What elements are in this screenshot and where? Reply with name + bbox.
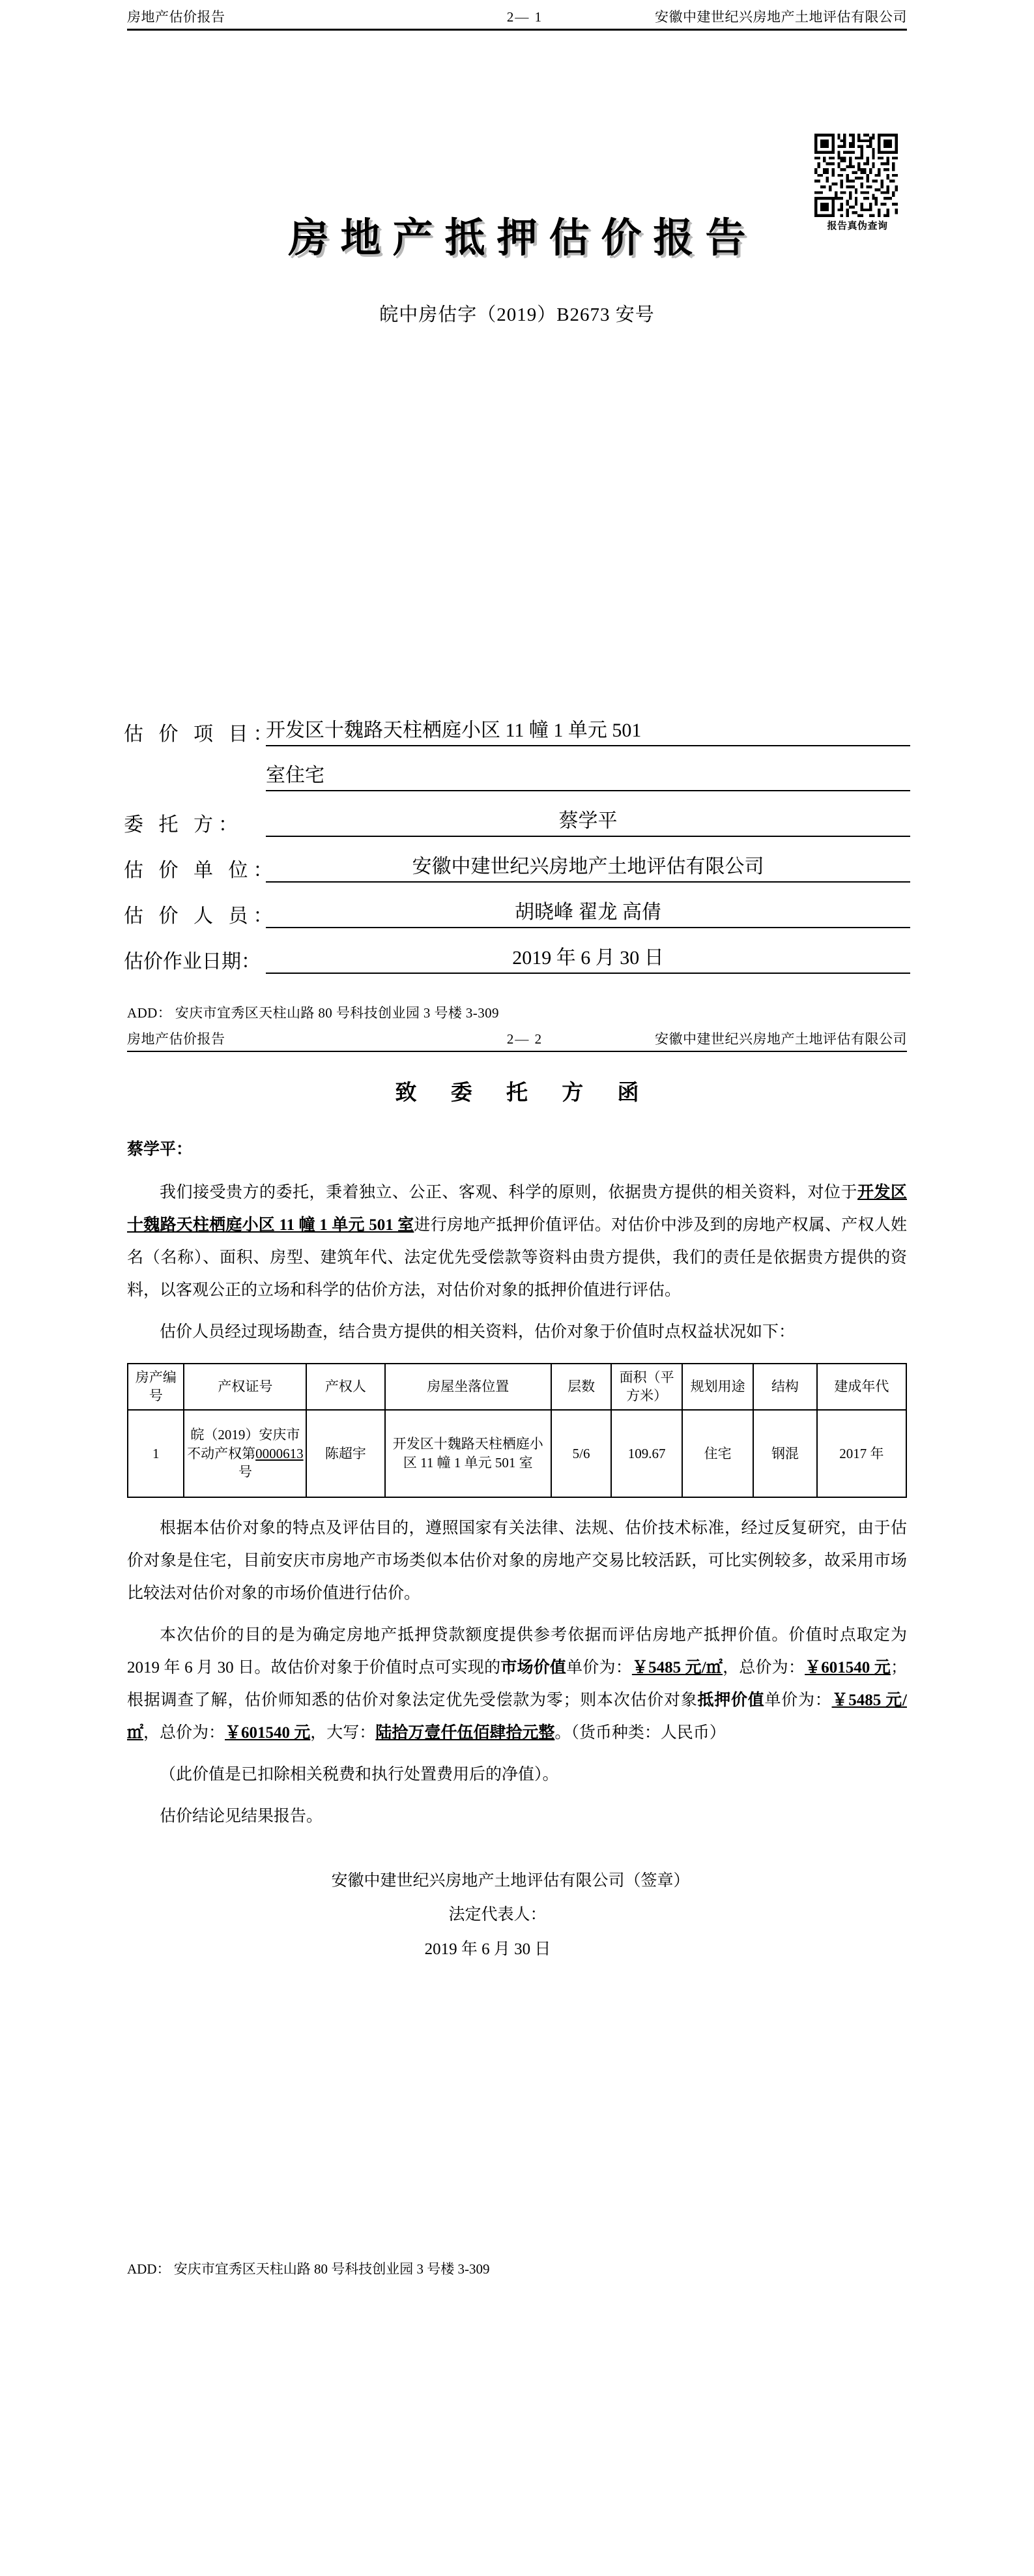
- paragraph-engagement-subject: 开发区十魏路天柱栖庭小区 11 幢 1 单元 501 室: [127, 1184, 907, 1234]
- table-header-cert: 产权证号: [184, 1364, 306, 1410]
- table-cell-year: 2017 年: [817, 1410, 906, 1497]
- signature-company: 安徽中建世纪兴房地产土地评估有限公司（签章）: [331, 1871, 690, 1890]
- amount-in-words: 陆拾万壹仟伍佰肆拾元整: [375, 1723, 555, 1742]
- table-header-floor: 层数: [551, 1364, 611, 1410]
- signature-date: 2019 年 6 月 30 日: [424, 1940, 551, 1958]
- property-table: [127, 1363, 907, 1498]
- valuation-part-d: ；根据调查了解，估价师知悉的估价对象法定优先受偿款为零；则本次估价对象: [127, 1658, 907, 1709]
- field-value-project[interactable]: 开发区十魏路天柱栖庭小区 11 幢 1 单元 501: [266, 718, 910, 746]
- table-cell-use: 住宅: [682, 1410, 753, 1497]
- market-total-price: ￥601540 元: [805, 1658, 891, 1676]
- running-header-company: 安徽中建世纪兴房地产土地评估有限公司: [654, 9, 907, 25]
- field-indent-spacer: [124, 763, 266, 791]
- cert-prefix: 皖（2019）安庆市不动产权第: [187, 1427, 300, 1461]
- table-header-address: 房屋坐落位置: [385, 1364, 552, 1410]
- paragraph-valuation: [127, 1619, 907, 1749]
- salutation: 蔡学平：: [127, 1141, 193, 1158]
- table-header-year: 建成年代: [817, 1364, 906, 1410]
- field-appraisers: [124, 900, 910, 928]
- field-label-client: 委 托 方：: [124, 814, 243, 836]
- field-label-appraisal-company: 估 价 单 位：: [124, 860, 278, 881]
- mortgage-unit-price: ￥5485 元/㎡: [127, 1691, 907, 1742]
- field-value-appraisers[interactable]: 胡晓峰 翟龙 高倩: [266, 900, 910, 928]
- field-appraisal-company: [124, 854, 910, 883]
- table-cell-address: 开发区十魏路天柱栖庭小区 11 幢 1 单元 501 室: [385, 1410, 552, 1497]
- field-project: [124, 718, 910, 746]
- letter-heading: 致 委 托 方 函: [395, 1081, 653, 1105]
- table-cell-owner: 陈超宇: [306, 1410, 384, 1497]
- letter-body: [127, 1134, 907, 1833]
- field-value-appraisal-date[interactable]: 2019 年 6 月 30 日: [266, 946, 910, 974]
- mortgage-total-price: ￥601540 元: [225, 1723, 311, 1742]
- header-divider-rule-page2: [127, 1051, 907, 1052]
- table-header-row: [128, 1364, 906, 1410]
- running-header-page2: [127, 1022, 907, 1051]
- table-header-structure: 结构: [753, 1364, 817, 1410]
- table-cell-area: 109.67: [611, 1410, 682, 1497]
- footer-address-page2: ADD： 安庆市宜秀区天柱山路 80 号科技创业园 3 号楼 3-309: [127, 2261, 490, 2277]
- letter-page: [0, 1022, 1034, 2278]
- paragraph-engagement-part-a: 我们接受贵方的委托，秉着独立、公正、客观、科学的原则，依据贵方提供的相关资料，对位于: [160, 1184, 857, 1201]
- table-cell-floor: 5/6: [551, 1410, 611, 1497]
- mortgage-value-label: 抵押价值: [697, 1691, 765, 1709]
- running-header-company-page2: 安徽中建世纪兴房地产土地评估有限公司: [654, 1031, 907, 1047]
- paragraph-conclusion-note: 估价结论见结果报告。: [160, 1807, 323, 1825]
- page-title: 房地产抵押估价报告: [288, 216, 758, 261]
- table-row: [128, 1410, 906, 1497]
- signature-legal-rep: 法定代表人：: [448, 1906, 547, 1924]
- table-cell-cert: [184, 1410, 306, 1497]
- page-bottom-spacer: [0, 1967, 1034, 2182]
- field-project-continued: [124, 763, 910, 791]
- cert-number: 0000613: [255, 1445, 304, 1461]
- document-number: 皖中房估字（2019）B2673 安号: [379, 304, 655, 325]
- running-header-page-number-page2: 2— 2: [506, 1031, 543, 1047]
- field-value-appraisal-company[interactable]: 安徽中建世纪兴房地产土地评估有限公司: [266, 855, 910, 883]
- cert-suffix: 号: [238, 1463, 252, 1480]
- valuation-part-a: 本次估价的目的是为确定房地产抵押贷款额度提供参考依据而评估房地产抵押价值。价值时点取定为 2019 年 6 月 30 日。故估价对象于价值时点可实现的: [127, 1626, 907, 1676]
- paragraph-net-value-note: （此价值是已扣除相关税费和执行处置费用后的净值）。: [160, 1765, 559, 1783]
- market-unit-price: ￥5485 元/㎡: [631, 1658, 723, 1676]
- running-header-page1: [127, 0, 907, 29]
- cover-fields: [124, 718, 910, 974]
- qr-caption: 报告真伪查询: [827, 220, 888, 231]
- table-header-use: 规划用途: [682, 1364, 753, 1410]
- field-value-client[interactable]: 蔡学平: [266, 809, 910, 837]
- paragraph-engagement: [127, 1177, 907, 1307]
- footer-address-page1: ADD： 安庆市宜秀区天柱山路 80 号科技创业园 3 号楼 3-309: [127, 1005, 499, 1021]
- table-header-area: 面积（平方米）: [611, 1364, 682, 1410]
- field-appraisal-date: [124, 945, 910, 974]
- field-label-appraisal-date: 估价作业日期：: [124, 951, 261, 973]
- field-label-appraisers: 估 价 人 员：: [124, 905, 278, 927]
- paragraph-inspection: 估价人员经过现场勘查，结合贵方提供的相关资料，估价对象于价值时点权益状况如下：: [160, 1323, 796, 1341]
- valuation-part-c: ，总价为：: [723, 1658, 805, 1676]
- cover-page: [0, 0, 1034, 1022]
- market-value-label: 市场价值: [500, 1658, 567, 1676]
- valuation-part-g: ，大写：: [310, 1723, 376, 1742]
- valuation-part-h: 。（货币种类：人民币）: [554, 1723, 726, 1742]
- field-client: [124, 808, 910, 837]
- running-header-page-number: 2— 1: [506, 9, 543, 25]
- table-header-id: 房产编号: [128, 1364, 184, 1410]
- qr-verification-block[interactable]: [814, 134, 900, 232]
- running-header-left: 房地产估价报告: [127, 9, 225, 25]
- table-header-owner: 产权人: [306, 1364, 384, 1410]
- qr-code-icon[interactable]: [814, 134, 898, 217]
- valuation-part-e: 单价为：: [764, 1691, 832, 1709]
- valuation-part-f: ，总价为：: [143, 1723, 225, 1742]
- table-cell-id: 1: [128, 1410, 184, 1497]
- paragraph-engagement-part-b: 进行房地产抵押价值评估。对估价中涉及到的房地产权属、产权人姓名（名称）、面积、房型、建筑年代、法定优先受偿款等资料由贵方提供，我们的责任是依据贵方提供的资料，以客观公正的立场和科学的估价方法，对估价对象的抵押价值进行评估。: [127, 1216, 907, 1299]
- paragraph-method: 根据本估价对象的特点及评估目的，遵照国家有关法律、法规、估价技术标准，经过反复研究，由于估价对象是住宅，目前安庆市房地产市场类似本估价对象的房地产交易比较活跃，可比实例较多，故采用市场比较法对估价对象的市场价值进行估价。: [127, 1519, 907, 1602]
- field-value-project-line2[interactable]: 室住宅: [266, 763, 910, 791]
- running-header-left-page2: 房地产估价报告: [127, 1031, 225, 1047]
- header-divider-rule: [127, 29, 907, 31]
- valuation-part-b: 单价为：: [566, 1658, 632, 1676]
- table-cell-structure: 钢混: [753, 1410, 817, 1497]
- field-label-project: 估 价 项 目：: [124, 724, 278, 745]
- signature-block: [127, 1864, 907, 1967]
